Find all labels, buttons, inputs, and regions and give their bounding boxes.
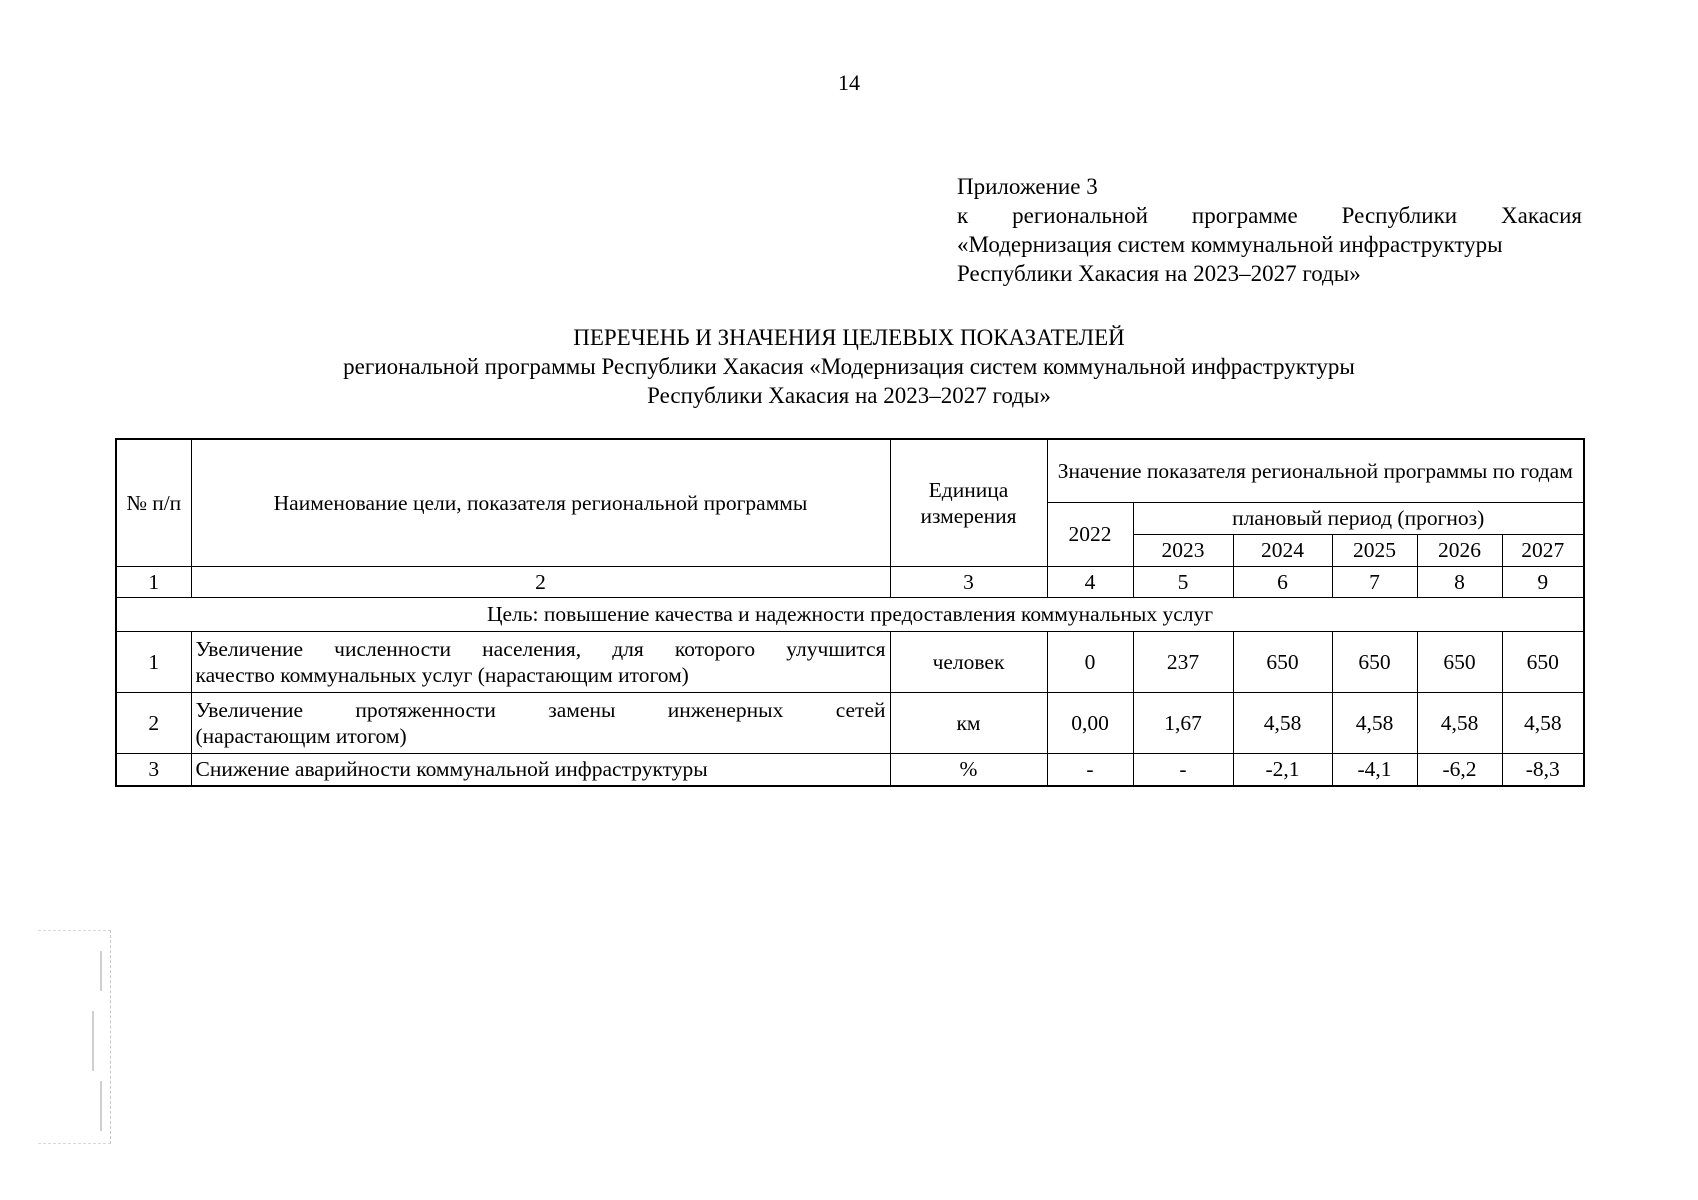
column-number: 3 xyxy=(890,566,1047,597)
table-row xyxy=(116,631,1584,692)
row-value-2022: 0 xyxy=(1047,631,1133,692)
row-name-line: (нарастающим итогом) xyxy=(195,723,407,748)
row-value-2024: -2,1 xyxy=(1233,753,1332,786)
header-name: Наименование цели, показателя региональной программы xyxy=(191,439,890,566)
column-number: 6 xyxy=(1233,566,1332,597)
header-year: 2024 xyxy=(1233,534,1332,566)
title-line-2: региональной программы Республики Хакасия «Модернизация систем коммунальной инфраструктуры xyxy=(343,354,1355,379)
header-plan-period: плановый период (прогноз) xyxy=(1133,502,1584,534)
row-value-2027: -8,3 xyxy=(1502,753,1584,786)
row-value-2027: 4,58 xyxy=(1502,692,1584,753)
column-numbers-row xyxy=(116,566,1584,597)
header-base-year: 2022 xyxy=(1047,502,1133,566)
row-value-2026: -6,2 xyxy=(1417,753,1502,786)
column-number: 2 xyxy=(191,566,890,597)
row-value-2026: 4,58 xyxy=(1417,692,1502,753)
table-row xyxy=(116,692,1584,753)
row-value-2024: 650 xyxy=(1233,631,1332,692)
column-number: 8 xyxy=(1417,566,1502,597)
row-unit: км xyxy=(890,692,1047,753)
row-value-2023: 1,67 xyxy=(1133,692,1233,753)
header-unit: Единица измерения xyxy=(890,439,1047,566)
row-value-2025: 4,58 xyxy=(1332,692,1417,753)
row-value-2027: 650 xyxy=(1502,631,1584,692)
header-year: 2025 xyxy=(1332,534,1417,566)
row-name-line: качество коммунальных услуг (нарастающим итогом) xyxy=(195,662,689,687)
header-year: 2027 xyxy=(1502,534,1584,566)
row-unit: % xyxy=(890,753,1047,786)
appendix-reference xyxy=(957,172,1582,288)
row-num: 1 xyxy=(116,631,191,692)
appendix-line-2: к региональной программе Республики Хакасия xyxy=(957,203,1582,228)
row-value-2025: -4,1 xyxy=(1332,753,1417,786)
appendix-line-4: Республики Хакасия на 2023–2027 годы» xyxy=(957,261,1361,286)
row-value-2024: 4,58 xyxy=(1233,692,1332,753)
row-unit: человек xyxy=(890,631,1047,692)
column-number: 7 xyxy=(1332,566,1417,597)
row-name xyxy=(191,753,890,786)
row-name-line: Снижение аварийности коммунальной инфраструктуры xyxy=(195,757,708,782)
row-name-line: Увеличение протяженности замены инженерных сетей xyxy=(195,697,886,722)
row-value-2023: - xyxy=(1133,753,1233,786)
row-value-2022: 0,00 xyxy=(1047,692,1133,753)
margin-stamp xyxy=(38,930,111,1144)
row-num: 2 xyxy=(116,692,191,753)
indicators-table xyxy=(115,438,1585,787)
header-values-group: Значение показателя региональной программы по годам xyxy=(1047,439,1584,502)
header-year: 2026 xyxy=(1417,534,1502,566)
column-number: 9 xyxy=(1502,566,1584,597)
column-number: 1 xyxy=(116,566,191,597)
row-value-2025: 650 xyxy=(1332,631,1417,692)
document-title xyxy=(0,323,1698,410)
appendix-line-3: «Модернизация систем коммунальной инфраструктуры xyxy=(957,232,1503,257)
title-line-1: ПЕРЕЧЕНЬ И ЗНАЧЕНИЯ ЦЕЛЕВЫХ ПОКАЗАТЕЛЕЙ xyxy=(573,325,1125,350)
row-name xyxy=(191,692,890,753)
goal-text: Цель: повышение качества и надежности предоставления коммунальных услуг xyxy=(116,597,1584,631)
header-num: № п/п xyxy=(116,439,191,566)
row-value-2022: - xyxy=(1047,753,1133,786)
row-name xyxy=(191,631,890,692)
appendix-line-1: Приложение 3 xyxy=(957,174,1098,199)
goal-row xyxy=(116,597,1584,631)
header-year: 2023 xyxy=(1133,534,1233,566)
title-line-3: Республики Хакасия на 2023–2027 годы» xyxy=(647,383,1051,408)
row-name-line: Увеличение численности населения, для которого улучшится xyxy=(195,636,886,661)
page-number: 14 xyxy=(838,70,860,95)
column-number: 4 xyxy=(1047,566,1133,597)
column-number: 5 xyxy=(1133,566,1233,597)
row-num: 3 xyxy=(116,753,191,786)
row-value-2023: 237 xyxy=(1133,631,1233,692)
row-value-2026: 650 xyxy=(1417,631,1502,692)
table-row xyxy=(116,753,1584,786)
